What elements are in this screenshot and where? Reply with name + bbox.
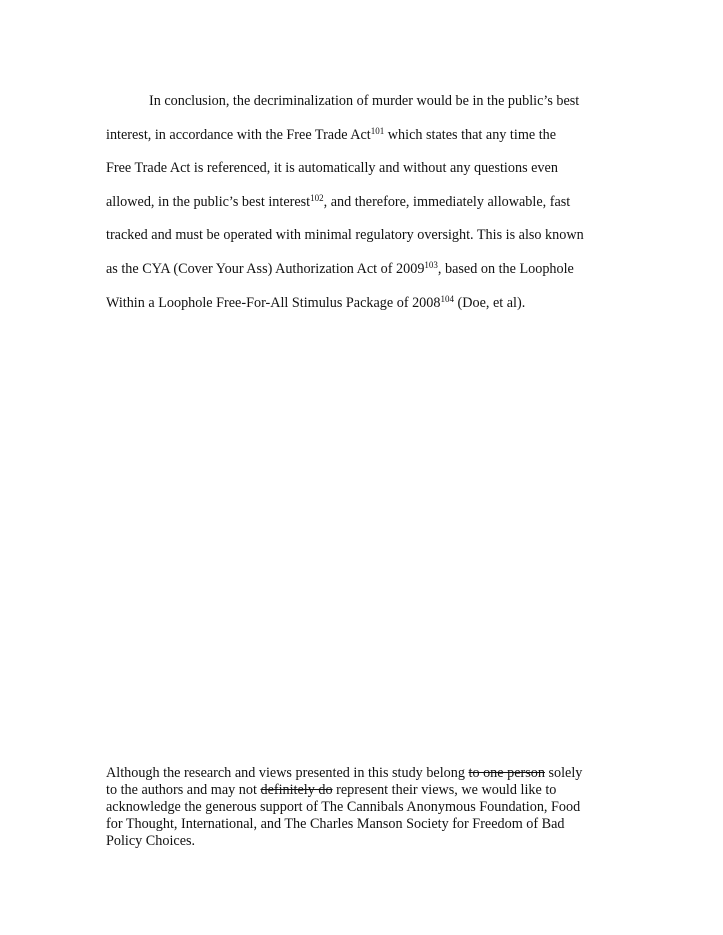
paragraph-line: Within a Loophole Free-For-All Stimulus Package of 2008$^{104}$ (Doe, et al). bbox=[106, 293, 526, 311]
note-line: for Thought, International, and The Charles Manson Society for Freedom of Bad bbox=[106, 816, 565, 832]
note-line: acknowledge the generous support of The Cannibals Anonymous Foundation, Food bbox=[106, 799, 581, 815]
footnote-ref-101: 101 bbox=[370, 125, 385, 136]
footnote-ref-104: 104 bbox=[440, 293, 454, 304]
conclusion-paragraph bbox=[106, 85, 621, 320]
note-line: Although the research and views presented in this study belong to one person solely bbox=[106, 765, 583, 781]
struck-text: definitely do bbox=[260, 782, 333, 798]
note-line: Policy Choices. bbox=[106, 833, 196, 849]
footnote-ref-103: 103 bbox=[424, 259, 438, 270]
paragraph-line: Free Trade Act is referenced, it is automatically and without any questions even bbox=[106, 160, 558, 177]
paragraph-line: as the CYA (Cover Your Ass) Authorization Act of 2009$^{103}$, based on the Loophole bbox=[106, 259, 574, 277]
struck-text: to one person bbox=[468, 765, 545, 781]
paragraph-line: allowed, in the public’s best interest$^{102}$, and therefore, immediately allowable, fast bbox=[106, 192, 571, 210]
paragraph-line: tracked and must be operated with minimal regulatory oversight. This is also known bbox=[106, 227, 584, 244]
footnote-ref-102: 102 bbox=[310, 192, 324, 203]
acknowledgement-note bbox=[106, 765, 626, 850]
note-line: to the authors and may not definitely do represent their views, we would like to bbox=[106, 782, 557, 798]
paragraph-line: In conclusion, the decriminalization of murder would be in the public’s best bbox=[149, 93, 580, 109]
paragraph-line: interest, in accordance with the Free Trade Act$^{101}$ which states that any time the bbox=[106, 125, 557, 143]
